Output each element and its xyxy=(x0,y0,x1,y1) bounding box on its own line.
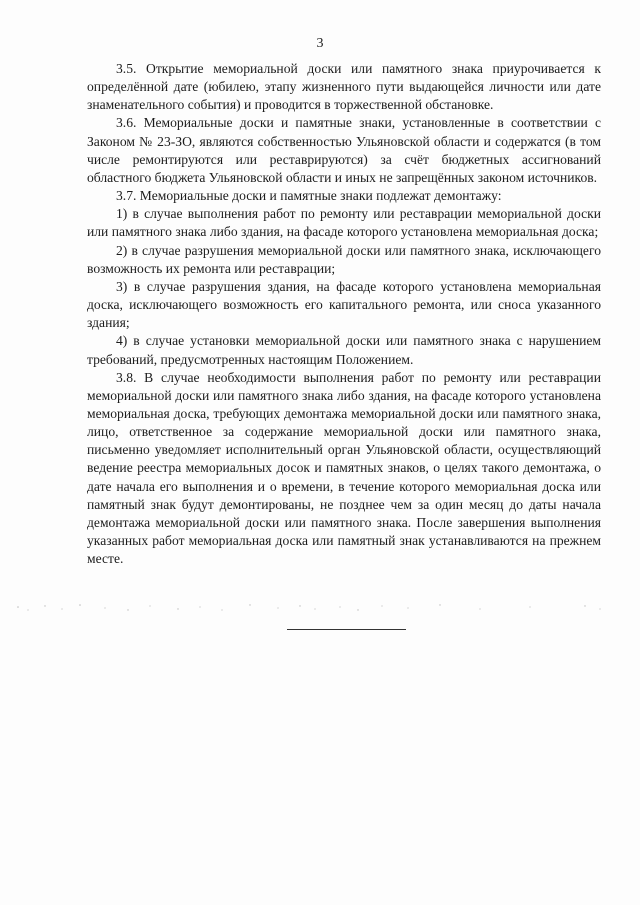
paragraph-3-8: 3.8. В случае необходимости выполнения работ по ремонту или реставрации мемориальной доски или памятного знака либо здания, на фасаде которого установлена мемориальная доска, требующих демонтажа мемориальной доски или памятного знака, лицо, ответственное за содержание мемориальной доски или памятного знака, письменно уведомляет исполнительный орган Ульяновской области, осуществляющий ведение реестра мемориальных досок и памятных знаков, о целях такого демонтажа, о дате начала его выполнения и о времени, в течение которого мемориальная доска или памятный знак будут демонтированы, не позднее чем за один месяц до даты начала демонтажа мемориальной доски или памятного знака. После завершения выполнения указанных работ мемориальная доска или памятный знак устанавливаются на прежнем месте. xyxy=(87,369,601,567)
list-item-2: 2) в случае разрушения мемориальной доски или памятного знака, исключающего возможность их ремонта или реставрации; xyxy=(87,242,601,276)
document-body xyxy=(87,60,601,568)
list-item-1: 1) в случае выполнения работ по ремонту или реставрации мемориальной доски или памятного знака либо здания, на фасаде которого установлена мемориальная доска; xyxy=(87,206,601,240)
paragraph-3-7: 3.7. Мемориальные доски и памятные знаки подлежат демонтажу: xyxy=(116,188,502,204)
page-number: 3 xyxy=(316,36,324,51)
list-item-3: 3) в случае разрушения здания, на фасаде которого установлена мемориальная доска, исключающего возможность его капитального ремонта, или сноса указанного здания; xyxy=(87,278,601,331)
paragraph-3-5: 3.5. Открытие мемориальной доски или памятного знака приурочивается к определённой дате (юбилею, этапу жизненного пути выдающейся личности или дате знаменательного события) и проводится в торжественной обстановке. xyxy=(87,61,601,113)
paragraph-3-6: 3.6. Мемориальные доски и памятные знаки, установленные в соответствии с Законом № 23-ЗО, являются собственностью Ульяновской области и содержатся (в том числе ремонтируются или реставрируются) за счёт бюджетных ассигнований областного бюджета Ульяновской области и иных не запрещённых законом источников. xyxy=(87,115,601,185)
end-of-text-divider xyxy=(287,629,406,630)
scan-artifact-dots xyxy=(10,601,610,615)
list-item-4: 4) в случае установки мемориальной доски или памятного знака с нарушением требований, предусмотренных настоящим Положением. xyxy=(87,333,601,367)
